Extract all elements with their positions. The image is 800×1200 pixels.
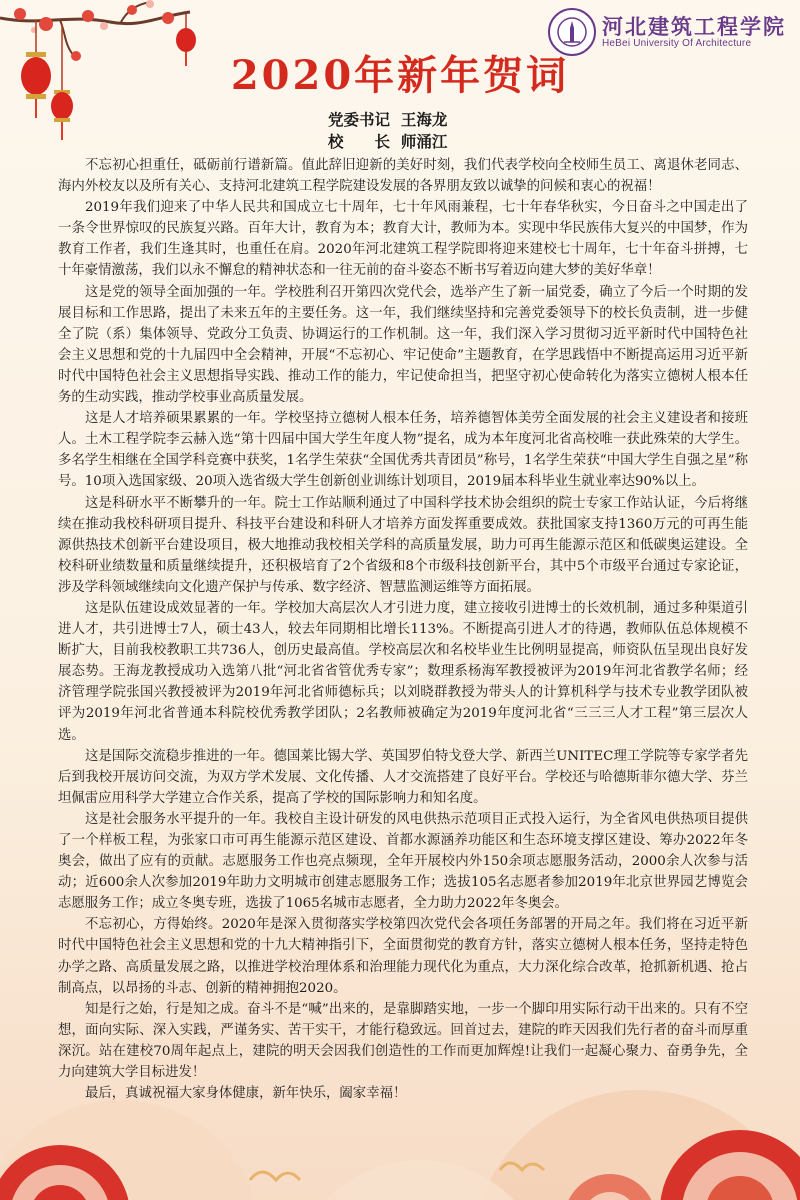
greeting-body bbox=[58, 155, 748, 1104]
signer-party-secretary bbox=[328, 108, 447, 130]
paragraph: 不忘初心，方得始终。2020年是深入贯彻落实学校第四次党代会各项任务部署的开局之年。我们将在习近平新时代中国特色社会主义思想和党的十九大精神指引下，全面贯彻党的教育方针，落实立德树人根本任务，坚持走特色办学之路、高质量发展之路，以推进学校治理体系和治理能力现代化为重点，大力深化综合改革，抢抓新机遇、抢占制高点，以昂扬的斗志、创新的精神拥抱2020。 bbox=[58, 917, 748, 996]
paragraph: 知是行之始，行是知之成。奋斗不是“喊”出来的，是靠脚踏实地，一步一个脚印用实际行动干出来的。只有不空想，面向实际、深入实践，严谨务实、苦干实干，才能行稳致远。回首过去，建院的昨天因我们先行者的奋斗而厚重深沉。站在建校70周年起点上，建院的明天会因我们创造性的工作而更加辉煌!让我们一起凝心聚力、奋勇争先，全力向建筑大学目标进发！ bbox=[58, 1001, 748, 1081]
page-title: 2020年新年贺词 bbox=[230, 52, 570, 99]
paragraph: 最后，真诚祝福大家身体健康，新年快乐，阖家幸福！ bbox=[85, 1086, 407, 1102]
paragraph: 这是国际交流稳步推进的一年。德国莱比锡大学、英国罗伯特戈登大学、新西兰UNITEC理工学院等专家学者先后到我校开展访问交流，为双方学术发展、文化传播、人才交流搭建了良好平台。学校还与哈德斯菲尔德大学、芬兰坦佩雷应用科学大学建立合作关系，提高了学校的国际影响力和知名度。 bbox=[58, 748, 748, 806]
paragraph: 这是科研水平不断攀升的一年。院士工作站顺利通过了中国科学技术协会组织的院士专家工作站认证，今后将继续在推动我校科研项目提升、科技平台建设和科研人才培养方面发挥重要成效。获批国家支持1360万元的可再生能源供热技术创新平台建设项目，极大地推动我校相关学科的高质量发展，助力可再生能源示范区和低碳奥运建设。全校科研业绩数量和质量继续提升，还积极培育了2个省级和8个市级科技创新平台，其中5个市级平台通过专家论证，涉及学科领域继续向文化遗产保护与传承、数字经济、智慧监测运维等方面拓展。 bbox=[58, 495, 748, 595]
signer-name: 师涌江 bbox=[400, 132, 448, 151]
paragraph: 这是社会服务水平提升的一年。我校自主设计研发的风电供热示范项目正式投入运行，为全省风电供热项目提供了一个样板工程，为张家口市可再生能源示范区建设、首都水源涵养功能区和生态环境支撑区建设、筹办2022年冬奥会，做出了应有的贡献。志愿服务工作也亮点频现，全年开展校内外150余项志愿服务活动，2000余人次参与活动；近600余人次参加2019年助力文明城市创建志愿服务工作；选拔105名志愿者参加2019年北京世界园艺博览会志愿服务工作；成立冬奥专班，选拔了1065名城市志愿者，全力助力2022年冬奥会。 bbox=[58, 811, 748, 912]
header-decoration bbox=[0, 0, 800, 150]
paragraph: 这是人才培养硕果累累的一年。学校坚持立德树人根本任务，培养德智体美劳全面发展的社会主义建设者和接班人。土木工程学院李云赫入选“第十四届中国大学生年度人物”提名，成为本年度河北省高校唯一获此殊荣的大学生。多名学生相继在全国学科竞赛中获奖，1名学生荣获“全国优秀共青团员”称号，1名学生荣获“中国大学生自强之星”称号。10项入选国家级、20项入选省级大学生创新创业训练计划项目，2019届本科毕业生就业率达90%以上。 bbox=[58, 411, 748, 490]
paragraph: 这是党的领导全面加强的一年。学校胜利召开第四次党代会，选举产生了新一届党委，确立了今后一个时期的发展目标和工作思路，提出了未来五年的主要任务。这一年，我们继续坚持和完善党委领导下的校长负责制，进一步健全了院（系）集体领导、党政分工负责、协调运行的工作机制。这一年，我们深入学习贯彻习近平新时代中国特色社会主义思想和党的十九届四中全会精神，开展“不忘初心、牢记使命”主题教育，在学思践悟中不断提高运用习近平新时代中国特色社会主义思想指导实践、推动工作的能力，牢记使命担当，把坚守初心使命转化为落实立德树人根本任务的生动实践，推动学校事业高质量发展。 bbox=[58, 284, 748, 406]
signer-role: 党委书记 bbox=[328, 110, 391, 129]
signer-role: 校 长 bbox=[328, 132, 391, 151]
signer-name: 王海龙 bbox=[400, 110, 448, 129]
paragraph: 2019年我们迎来了中华人民共和国成立七十周年，七十年风雨兼程，七十年春华秋实，今日奋斗之中国走出了一条令世界惊叹的民族复兴路。百年大计，教育为本；教育大计，教师为本。实现中华民族伟大复兴的中国梦，作为教育工作者，我们生逢其时，也重任在肩。2020年河北建筑工程学院即将迎来建校七十周年，七十年奋斗拼搏，七十年豪情激荡，我们以永不懈怠的精神状态和一往无前的奋斗姿态不断书写着迈向建大梦的美好华章！ bbox=[58, 200, 748, 279]
university-name-en: HeBei University Of Architecture bbox=[602, 38, 752, 50]
paragraph: 不忘初心担重任，砥砺前行谱新篇。值此辞旧迎新的美好时刻，我们代表学校向全校师生员工、离退休老同志、海内外校友以及所有关心、支持河北建筑工程学院建设发展的各界朋友致以诚挚的问候和衷心的祝福！ bbox=[58, 158, 748, 195]
university-name-cn: 河北建筑工程学院 bbox=[602, 13, 786, 39]
signer-president bbox=[328, 130, 447, 152]
paragraph: 这是队伍建设成效显著的一年。学校加大高层次人才引进力度，建立接收引进博士的长效机制，通过多种渠道引进人才，共引进博士7人，硕士43人，较去年同期相比增长113%。不断提高引进人才的待遇，教师队伍总体规模不断扩大，目前我校教职工共736人，创历史最高值。学校高层次和名校毕业生比例明显提高，师资队伍呈现出良好发展态势。王海龙教授成功入选第八批“河北省省管优秀专家”；数理系杨海军教授被评为2019年河北省教学名师；经济管理学院张国兴教授被评为2019年河北省师德标兵；以刘晓群教授为带头人的计算机科学与技术专业教学团队被评为2019年河北省普通本科院校优秀教学团队；2名教师被确定为2019年度河北省“三三三人才工程”第三层次人选。 bbox=[58, 600, 748, 743]
